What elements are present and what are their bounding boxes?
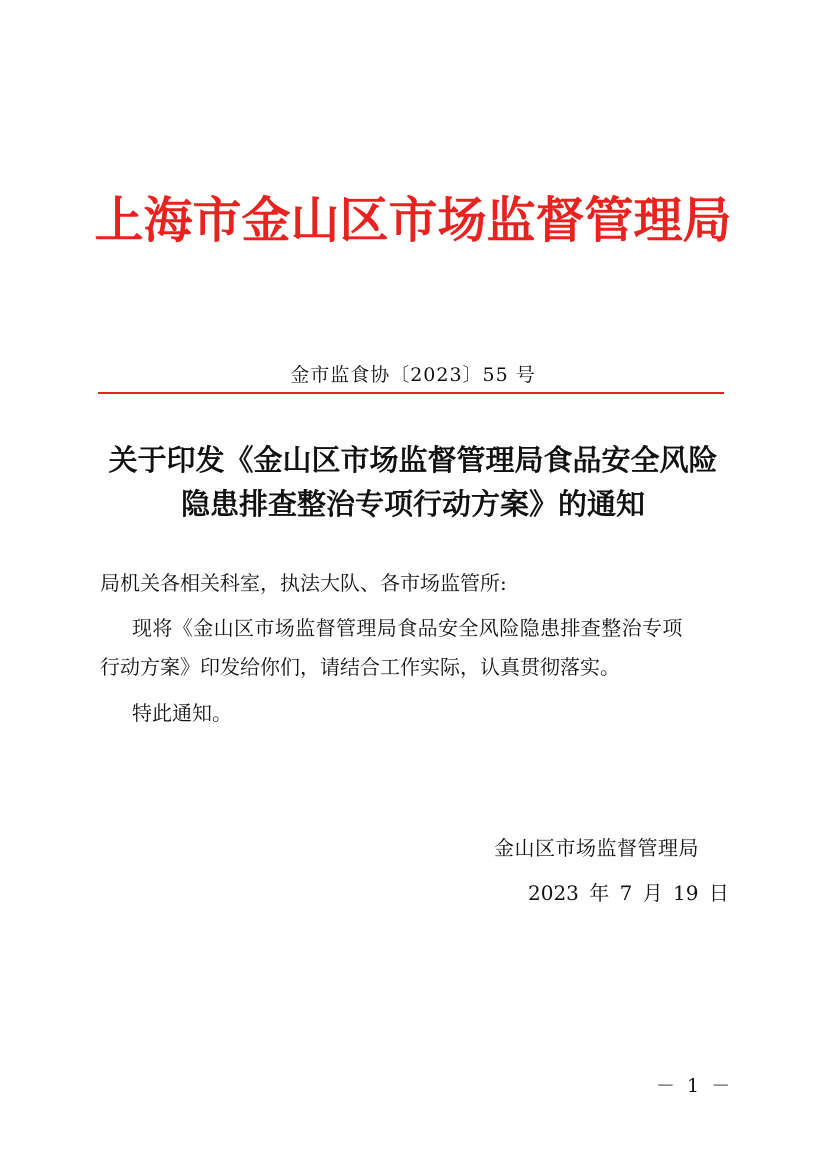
title-line-2: 隐患排查整治专项行动方案》的通知 — [180, 487, 645, 521]
signer-name: 金山区市场监督管理局 — [494, 836, 699, 860]
closing-remark: 特此通知。 — [132, 701, 232, 725]
body-paragraph-line-1: 现将《金山区市场监督管理局食品安全风险隐患排查整治专项 — [132, 616, 683, 640]
issuer-header: 上海市金山区市场监督管理局 — [94, 191, 732, 249]
issue-date: 2023 年 7 月 19 日 — [528, 881, 729, 905]
page-number: － 1 － — [656, 1075, 731, 1097]
body-paragraph-line-2: 行动方案》印发给你们，请结合工作实际，认真贯彻落实。 — [100, 655, 620, 679]
document-number: 金市监食协〔2023〕55 号 — [290, 364, 536, 386]
title-line-1: 关于印发《金山区市场监督管理局食品安全风险 — [108, 443, 718, 477]
red-divider — [98, 392, 724, 394]
document-title — [60, 438, 766, 526]
salutation: 局机关各相关科室，执法大队、各市场监管所: — [100, 571, 507, 595]
